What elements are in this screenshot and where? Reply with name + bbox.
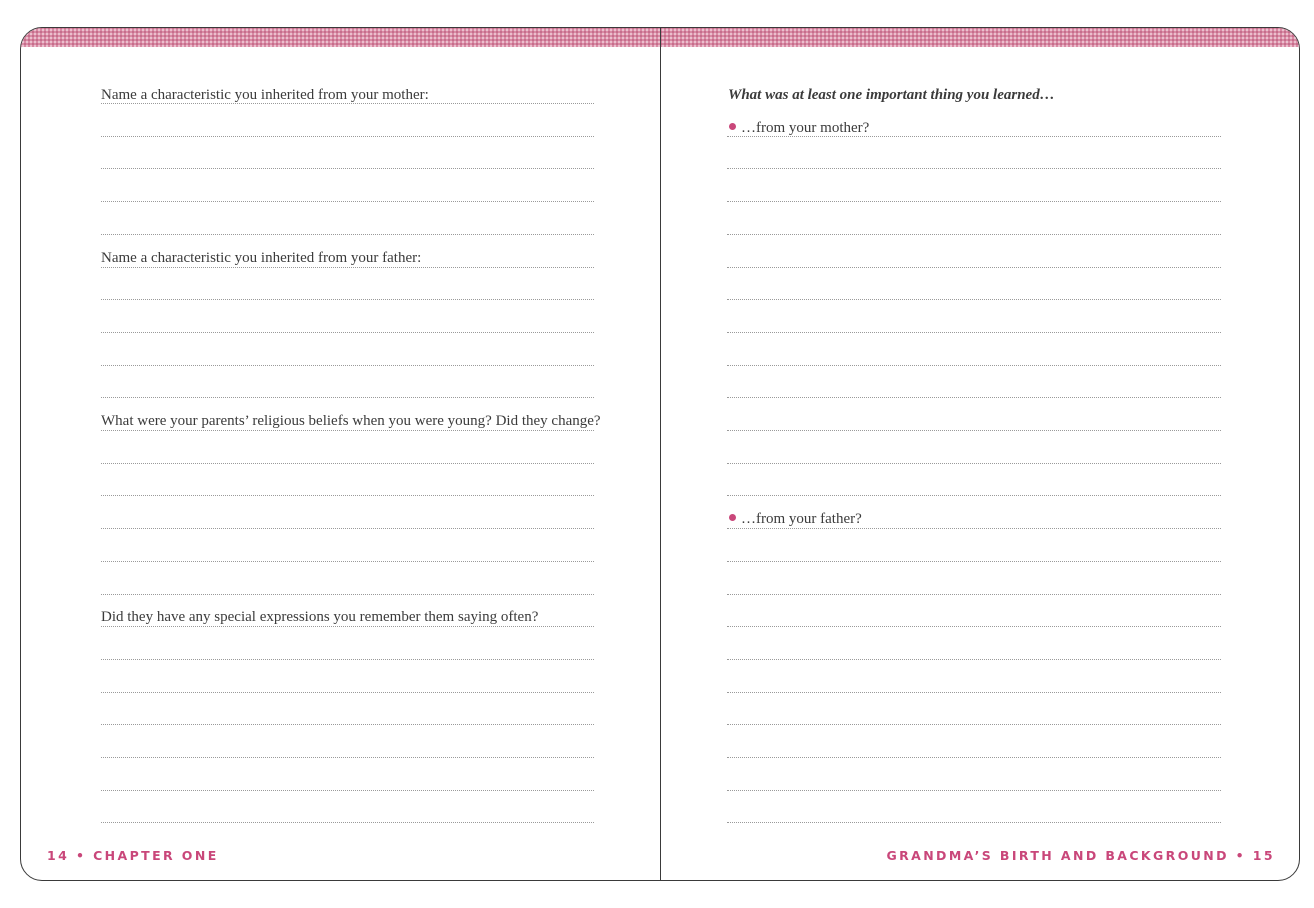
prompt-special-expressions: Did they have any special expressions you remember them saying often? bbox=[101, 609, 539, 625]
writing-line bbox=[101, 267, 594, 268]
writing-line bbox=[101, 659, 594, 660]
learned-heading: What was at least one important thing you learned… bbox=[728, 87, 1055, 103]
writing-line bbox=[727, 397, 1221, 398]
prompt-religious-beliefs: What were your parents’ religious beliefs when you were young? Did they change? bbox=[101, 413, 601, 429]
writing-line bbox=[101, 201, 594, 202]
writing-line bbox=[727, 790, 1221, 791]
writing-line bbox=[101, 757, 594, 758]
writing-line bbox=[727, 528, 1221, 529]
writing-line bbox=[101, 136, 594, 137]
item-from-mother: …from your mother? bbox=[741, 120, 870, 136]
prompt-father-trait: Name a characteristic you inherited from your father: bbox=[101, 250, 422, 266]
writing-line bbox=[101, 495, 594, 496]
right-page bbox=[661, 28, 1299, 880]
writing-line bbox=[727, 561, 1221, 562]
writing-line bbox=[101, 822, 594, 823]
writing-line bbox=[727, 659, 1221, 660]
writing-line bbox=[101, 332, 594, 333]
writing-line bbox=[101, 463, 594, 464]
writing-line bbox=[101, 430, 594, 431]
writing-line bbox=[727, 365, 1221, 366]
writing-line bbox=[101, 561, 594, 562]
writing-line bbox=[101, 397, 594, 398]
writing-line bbox=[727, 299, 1221, 300]
bullet-icon bbox=[729, 514, 736, 521]
writing-line bbox=[727, 626, 1221, 627]
writing-line bbox=[101, 168, 594, 169]
left-page-footer: 14 • CHAPTER ONE bbox=[47, 848, 219, 863]
writing-line bbox=[727, 463, 1221, 464]
bullet-icon bbox=[729, 123, 736, 130]
left-page bbox=[21, 28, 660, 880]
writing-line bbox=[101, 299, 594, 300]
writing-line bbox=[727, 267, 1221, 268]
writing-line bbox=[727, 594, 1221, 595]
writing-line bbox=[727, 724, 1221, 725]
right-ruled-lines bbox=[661, 28, 1299, 880]
prompt-mother-trait: Name a characteristic you inherited from your mother: bbox=[101, 87, 429, 103]
right-page-footer: GRANDMA’S BIRTH AND BACKGROUND • 15 bbox=[886, 848, 1275, 863]
writing-line bbox=[101, 790, 594, 791]
left-ruled-lines bbox=[21, 28, 660, 880]
writing-line bbox=[101, 365, 594, 366]
writing-line bbox=[727, 822, 1221, 823]
writing-line bbox=[727, 757, 1221, 758]
item-from-father: …from your father? bbox=[741, 511, 862, 527]
writing-line bbox=[101, 594, 594, 595]
writing-line bbox=[727, 692, 1221, 693]
writing-line bbox=[101, 724, 594, 725]
writing-line bbox=[727, 168, 1221, 169]
writing-line bbox=[727, 430, 1221, 431]
writing-line bbox=[727, 332, 1221, 333]
journal-spread bbox=[20, 27, 1300, 881]
writing-line bbox=[727, 234, 1221, 235]
writing-line bbox=[101, 234, 594, 235]
writing-line bbox=[101, 692, 594, 693]
writing-line bbox=[727, 495, 1221, 496]
writing-line bbox=[101, 528, 594, 529]
writing-line bbox=[727, 201, 1221, 202]
writing-line bbox=[101, 626, 594, 627]
